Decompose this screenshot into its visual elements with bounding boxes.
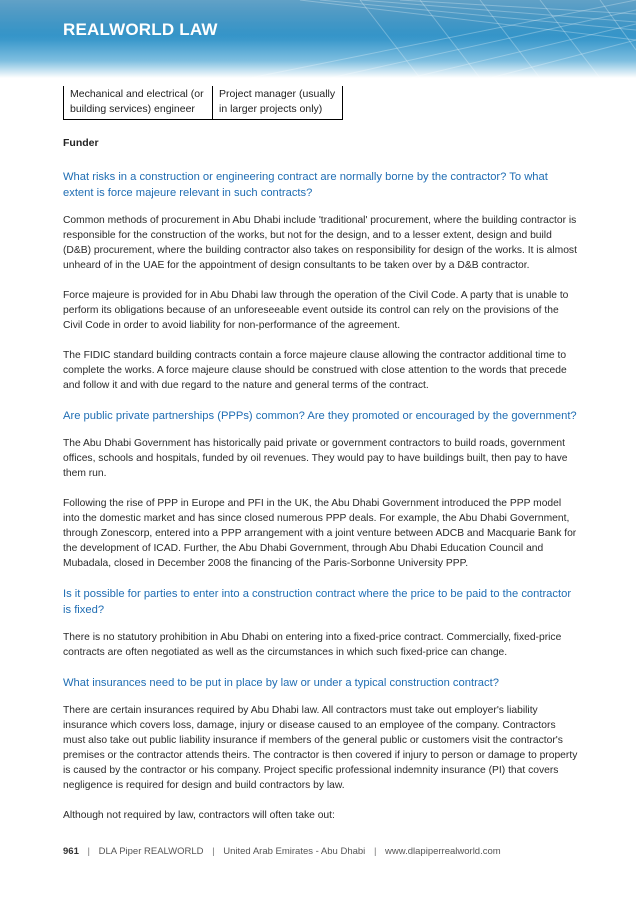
- footer-separator: |: [373, 846, 377, 857]
- footer-publisher: DLA Piper REALWORLD: [98, 846, 204, 857]
- banner-title: REALWORLD LAW: [63, 20, 218, 39]
- paragraph: There are certain insurances required by Abu Dhabi law. All contractors must take out employer's liability insurance which covers loss, damage, injury or disease caused to an employee of the company. Contractors must also take out public liability insurance if members of the general public or customers visit the contractor's premises or the contractor attends theirs. The contractor is then covered if injury to person or damage to property is caused by the contractor or his company. Project specific professional indemnity insurance (PI) that covers negligence is required for design and build contractors by law.: [63, 705, 578, 791]
- question-risks: What risks in a construction or engineering contract are normally borne by the contractor? To what extent is force majeure relevant in such contracts?: [63, 171, 548, 199]
- question-ppp: Are public private partnerships (PPPs) common? Are they promoted or encouraged by the government?: [63, 410, 577, 422]
- question-fixed-price: Is it possible for parties to enter into a construction contract where the price to be paid to the contractor is fixed?: [63, 588, 572, 616]
- table-cell-project-manager: Project manager (usually in larger projects only): [213, 86, 343, 120]
- footer-separator: |: [87, 846, 90, 857]
- table-row: [64, 86, 343, 120]
- roles-table: [63, 86, 343, 120]
- header-banner: [0, 0, 636, 78]
- page-number: 961: [63, 846, 79, 857]
- paragraph: The FIDIC standard building contracts contain a force majeure clause allowing the contractor additional time to complete the works. A force majeure clause should be construed with close attention to the words that precede and follow it and with due regard to the nature and general terms of the contract.: [63, 350, 567, 391]
- subheading-funder: Funder: [63, 137, 99, 149]
- footer-website: www.dlapiperrealworld.com: [385, 846, 501, 857]
- paragraph: There is no statutory prohibition in Abu Dhabi on entering into a fixed-price contract. Commercially, fixed-price contracts are often negotiated as well as the circumstances in which such fixed-price can change.: [63, 632, 562, 658]
- document-body: [63, 136, 578, 838]
- footer-separator: |: [212, 846, 215, 857]
- footer-location: United Arab Emirates - Abu Dhabi: [223, 846, 366, 857]
- paragraph: Force majeure is provided for in Abu Dhabi law through the operation of the Civil Code. A party that is unable to perform its obligations because of an unforeseeable event outside its control can rely on the provisions of the Civil Code in order to avoid liability for non-performance of the agreement.: [63, 290, 569, 331]
- question-insurances: What insurances need to be put in place by law or under a typical construction contract?: [63, 677, 499, 689]
- table-cell-engineer: Mechanical and electrical (or building services) engineer: [64, 86, 213, 120]
- paragraph: Although not required by law, contractors will often take out:: [63, 810, 335, 821]
- paragraph: Common methods of procurement in Abu Dhabi include 'traditional' procurement, where the building contractor is responsible for the construction of the works, but not for the design, and to a lesser extent, design and build (D&B) procurement, where the building contractor also takes on responsibility for design of the works. It is almost unheard of in the UAE for the appointment of design consultants to be taken over by a D&B contractor.: [63, 215, 577, 271]
- page-footer: [63, 846, 501, 857]
- paragraph: The Abu Dhabi Government has historically paid private or government contractors to build roads, government offices, schools and hospitals, funded by oil revenues. They would pay to have buildings built, then pay to have them run.: [63, 438, 568, 479]
- paragraph: Following the rise of PPP in Europe and PFI in the UK, the Abu Dhabi Government introduced the PPP model into the domestic market and has since closed numerous PPP deals. For example, the Abu Dhabi Government, through Zonescorp, entered into a PPP arrangement with a joint venture between ADCB and Macquarie Bank for the development of ICAD. Further, the Abu Dhabi Government, through Abu Dhabi Education Council and Mubadala, closed in December 2008 the financing of the Paris-Sorbonne University PPP.: [63, 498, 577, 569]
